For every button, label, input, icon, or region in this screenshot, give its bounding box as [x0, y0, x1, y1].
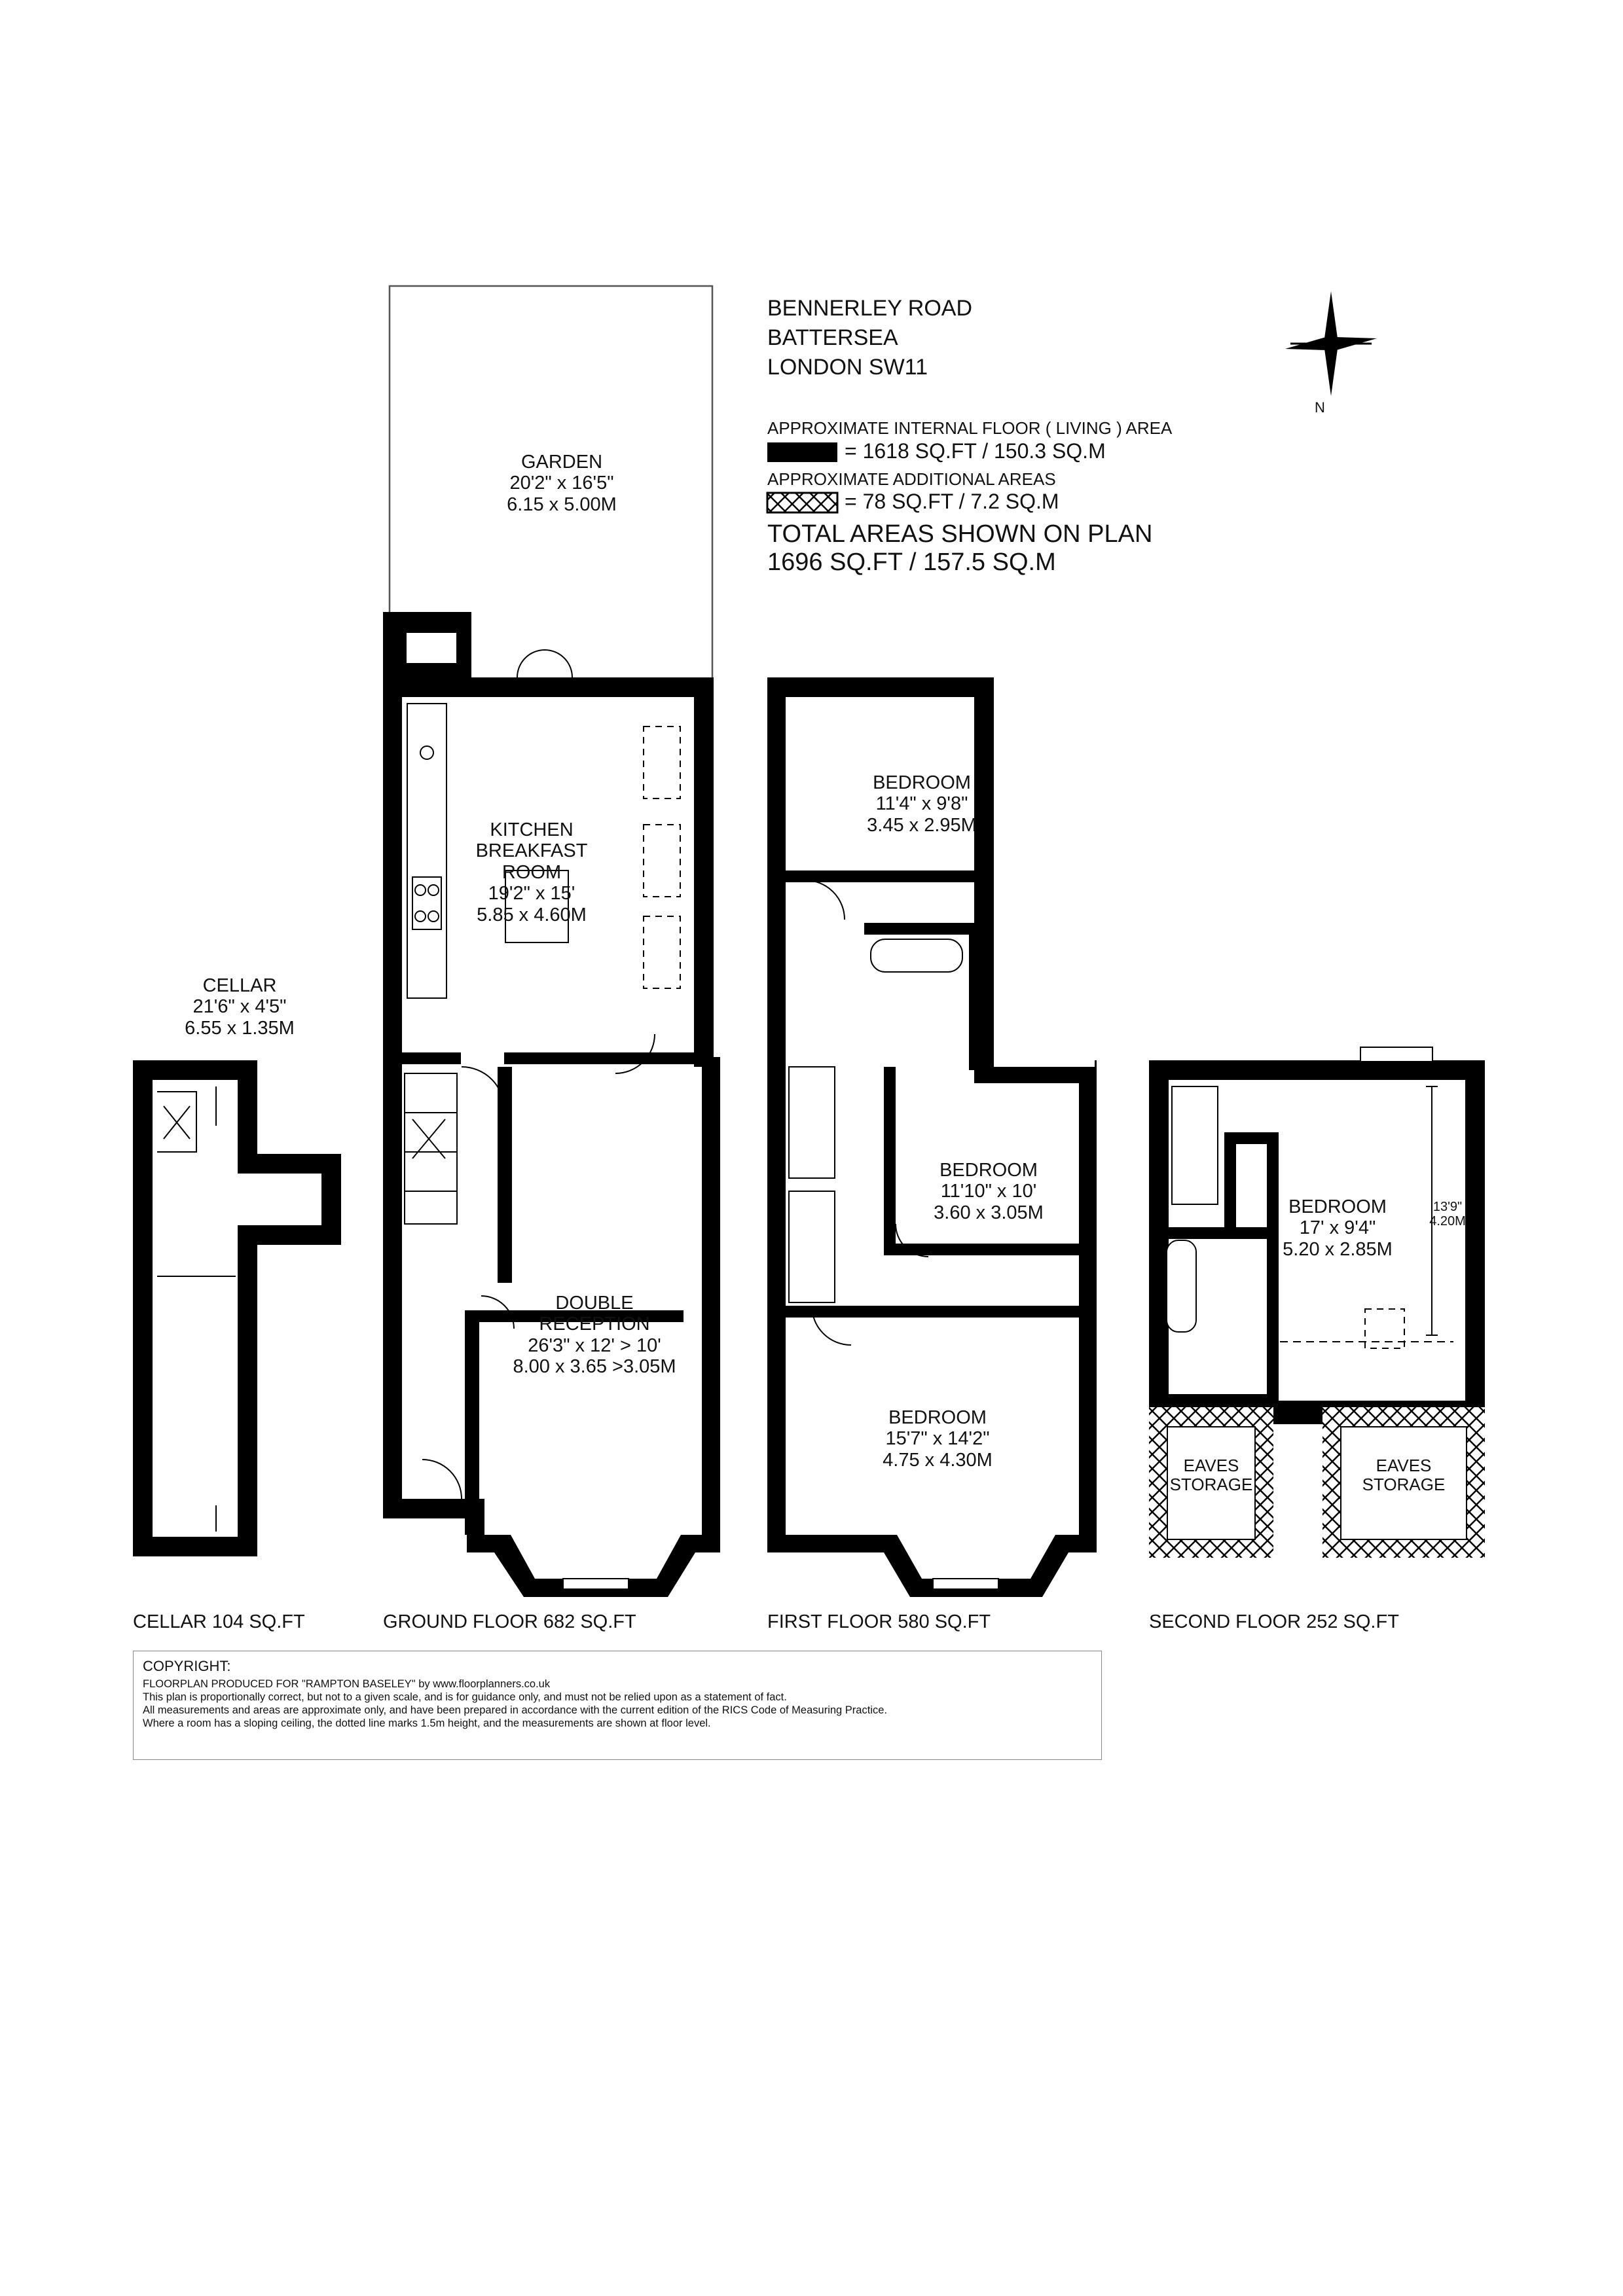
copyright-line-1: FLOORPLAN PRODUCED FOR "RAMPTON BASELEY" by www.floorplanners.co.uk	[143, 1678, 551, 1690]
room-label-bedroom-first-front: BEDROOM 15'7" x 14'2" 4.75 x 4.30M	[883, 1407, 993, 1471]
address-line-1: BENNERLEY ROAD	[767, 296, 973, 321]
legend-living-value: = 1618 SQ.FT / 150.3 SQ.M	[845, 439, 1106, 463]
compass-rose-icon	[1285, 291, 1377, 396]
copyright-line-3: All measurements and areas are approximate only, and have been prepared in accordance with the current edition of the RICS Code of Measuring Practice.	[143, 1704, 887, 1717]
floor-caption-cellar: CELLAR 104 SQ.FT	[133, 1611, 305, 1632]
room-label-kitchen: KITCHEN BREAKFAST ROOM 19'2" x 15' 5.85 x 4.60M	[475, 819, 588, 925]
address-line-2: BATTERSEA	[767, 325, 898, 350]
room-label-double-reception: DOUBLE RECEPTION 26'3" x 12' > 10' 8.00 x 3.65 >3.05M	[513, 1293, 676, 1378]
room-label-cellar: CELLAR 21'6" x 4'5" 6.55 x 1.35M	[185, 975, 295, 1039]
compass-north-label: N	[1315, 399, 1325, 416]
legend-living-label: APPROXIMATE INTERNAL FLOOR ( LIVING ) AREA	[767, 418, 1173, 438]
legend-total-value: 1696 SQ.FT / 157.5 SQ.M	[767, 548, 1056, 576]
cellar-plan	[133, 1060, 341, 1556]
room-label-bedroom-first-middle: BEDROOM 11'10" x 10' 3.60 x 3.05M	[934, 1160, 1044, 1223]
copyright-box	[133, 1651, 1102, 1760]
room-label-bedroom-second: BEDROOM 17' x 9'4" 5.20 x 2.85M	[1283, 1196, 1393, 1260]
copyright-line-2: This plan is proportionally correct, but not to a given scale, and is for guidance only, and must not be relied upon as a statement of fact.	[143, 1691, 787, 1704]
legend-additional-label: APPROXIMATE ADDITIONAL AREAS	[767, 469, 1056, 489]
copyright-title: COPYRIGHT:	[143, 1658, 231, 1674]
second-floor-height-dimension: 13'9" 4.20M	[1429, 1200, 1466, 1229]
address-line-3: LONDON SW11	[767, 355, 928, 380]
legend-additional-value: = 78 SQ.FT / 7.2 SQ.M	[845, 490, 1059, 513]
room-label-bedroom-first-back: BEDROOM 11'4" x 9'8" 3.45 x 2.95M	[867, 772, 977, 836]
copyright-line-4: Where a room has a sloping ceiling, the dotted line marks 1.5m height, and the measurements are shown at floor level.	[143, 1717, 711, 1730]
legend-total-label: TOTAL AREAS SHOWN ON PLAN	[767, 520, 1153, 548]
floor-caption-first: FIRST FLOOR 580 SQ.FT	[767, 1611, 991, 1632]
room-label-garden: GARDEN 20'2" x 16'5" 6.15 x 5.00M	[507, 452, 617, 515]
legend-additional-swatch	[767, 493, 837, 512]
room-label-eaves-left: EAVES STORAGE	[1169, 1456, 1253, 1495]
room-label-eaves-right: EAVES STORAGE	[1362, 1456, 1446, 1495]
legend-living-swatch	[767, 442, 837, 462]
floor-caption-ground: GROUND FLOOR 682 SQ.FT	[383, 1611, 636, 1632]
floor-caption-second: SECOND FLOOR 252 SQ.FT	[1149, 1611, 1399, 1632]
